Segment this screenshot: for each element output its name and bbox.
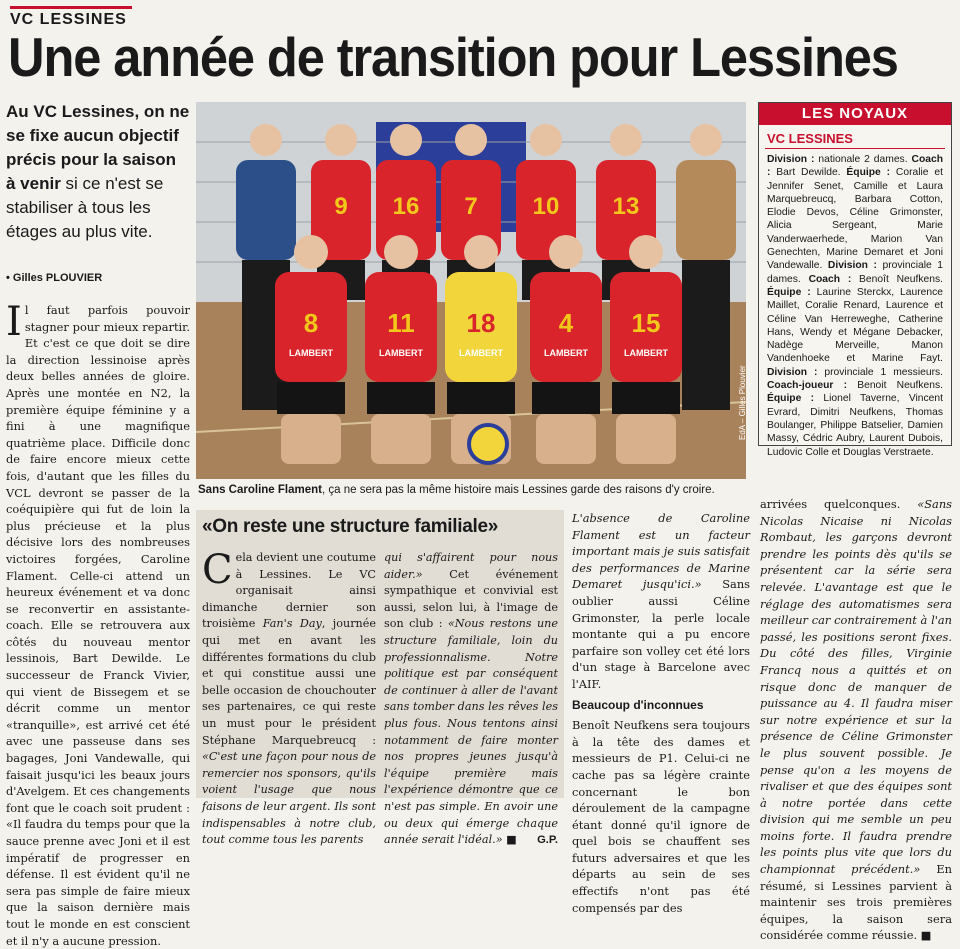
sponsor-logo: LAMBERT	[379, 348, 423, 358]
jersey-number: 15	[631, 308, 661, 338]
article-column-1	[6, 299, 190, 948]
team-photo	[196, 102, 746, 479]
jersey-number: 16	[392, 193, 420, 220]
jersey-number: 11	[387, 308, 415, 338]
dropcap: I	[6, 299, 22, 345]
article-text-4a: L'absence de Caroline Flament est un facteur important mais je suis satisfait des performances de Marine Demaret jusqu'ici.» Sans oublier aussi Céline Grimonster, la perle locale montante qui a pu encore parfaire son volley cet été lors d'un stage à Barcelone avec l'AIF.	[572, 511, 750, 691]
jersey-number: 8	[303, 308, 319, 338]
sponsor-logo: LAMBERT	[624, 348, 668, 358]
sidebar-column-1: Cela devient une coutume à Lessines. Le VC organisait ainsi dimanche dernier son troisième Fan's Day, journée qui met en avant les différentes formations du club et qui constitue aussi une belle occasion de chouchouter ses partenaires, ce qui reste un must pour le président Stéphane Marquebreucq : «C'est une façon pour nous de remercier nos sponsors, qu'ils voient l'usage que nous faisons de leur argent. Ils sont indispensables à notre club, tout comme tous les parents	[202, 547, 376, 847]
jersey-number: 10	[532, 193, 560, 220]
jersey-number: 7	[464, 193, 478, 220]
headline: Une année de transition pour Lessines	[8, 26, 898, 88]
photo-credit: EdA – Gilles Plouvier	[738, 365, 747, 440]
sidebar-title: «On reste une structure familiale»	[202, 516, 499, 537]
section-kicker: VC LESSINES	[10, 6, 132, 29]
jersey-number: 4	[558, 308, 574, 338]
roster-box-title: LES NOYAUX	[759, 103, 951, 125]
article-text-1: l faut parfois pouvoir stagner pour mieux repartir. Et c'est ce que doit se dire la direction lessinoise après deux belles années de gloire. Après une montée en N2, la première équipe féminine y a fini à une magnifique quatrième place. Difficile donc de faire encore mieux cette fois, d'autant que les filles du VCL devront se passer de la coéquipière qui fut de loin la plus précieuse et la plus décisive lors des nombreuses victoires forgées, Caroline Flament. Celle-ci attend un heureux événement et va donc se reconvertir en assistante-coach. Elle se retrouvera aux côtés du nouveau mentor lessinois, Bart Dewilde. Le successeur de Franck Vivier, qui vient de Bissegem et se décrit comme un mentor «tranquille», est arrivé cet été avec une passeuse dans ses bagages, Joni Vandewalle, qui faisait jusqu'ici les beaux jours d'Avelgem. Et ces changements font que le coach soit prudent : «Il faudra du temps pour que la sauce prenne avec Joni et il est impératif de progresser en défense. Il est évident qu'il ne sera pas simple de faire mieux que la saison dernière mais tout le monde en est conscient et il n'y a aucune pression.	[6, 303, 190, 948]
article-column-4	[572, 510, 750, 916]
roster-box	[758, 102, 952, 458]
sponsor-logo: LAMBERT	[289, 348, 333, 358]
roster-box-subtitle: VC LESSINES	[765, 125, 945, 149]
byline: • Gilles PLOUVIER	[6, 272, 103, 284]
lead-bold: Au VC Lessines, on ne se fixe aucun objectif précis pour la saison à venir	[6, 102, 190, 193]
caption-bold: Sans Caroline Flament	[198, 484, 322, 496]
team-photo-illustration	[196, 102, 746, 479]
sidebar-interview	[196, 510, 564, 847]
sponsor-logo: LAMBERT	[459, 348, 503, 358]
article-subhead: Beaucoup d'inconnues	[572, 697, 704, 712]
lead-paragraph	[6, 100, 190, 244]
coach-figure	[676, 124, 736, 410]
jersey-number: 9	[334, 193, 348, 220]
article-column-5: arrivées quelconques. «Sans Nicolas Nicaise ni Nicolas Rombaut, les garçons devront prendre les points dès qu'ils se présentent car la série sera relevée. L'avantage est que le réglage des automatismes sera meilleur car contrairement à l'an passé, les positions seront fixes. Du côté des filles, Virginie Francq nous a quittés et on risque donc de manquer de puissance au 4. Il faudra miser sur notre expérience et sur la présence de Céline Grimonster le plus souvent possible. Je pense qu'on a les moyens de rivaliser et que des équipes sont à notre portée dans cette division qui me semble un peu moins forte. Il faudra prendre les points plus vite que lors du championnat précédent.» En résumé, si Lessines parvient à maintenir ses trois premières équipes, la saison sera considérée comme réussie. ■	[760, 497, 952, 943]
volleyball	[469, 425, 507, 463]
article-text-4b: Benoît Neufkens sera toujours à la tête des dames et messieurs de P1. Celui-ci ne cache pas sa légère crainte concernant le bon déroulement de la campagne étant donné qu'il ignore de quel bois se chauffent ses futurs adversaires et que les départs au sein de ses effectifs n'ont pas été compensés par des	[572, 718, 750, 915]
jersey-number: 18	[466, 308, 496, 338]
roster-box-body: Division : nationale 2 dames. Coach : Bart Dewilde. Équipe : Coralie et Jennifer Senet, Camille et Laura Marquebreucq, Barbara Cotton, Elodie Devos, Céline Grimonster, Alicia Sergeant, Marie Vanderwaerhede, Marion Van Genechten, Marine Demaret et Joni Vandewalle. Division : provinciale 1 dames. Coach : Benoît Neufkens. Équipe : Laurine Sterckx, Laurence Maillet, Coralie Renard, Laurence et Céline Van Herreweghe, Catherine Hans, Wendy et Mégane Debacker, Nadège Merveille, Manon Vandenhoeke et Marine Fayt. Division : provinciale 1 messieurs. Coach-joueur : Benoit Neufkens. Équipe : Lionel Taverne, Vincent Evrard, Dimitri Neufkens, Thomas Boulanger, Philippe Batselier, Damien Massy, Cédric Aubry, Laurent Dubois, Ludovic Colle et Douglas Verstraete.	[767, 154, 944, 458]
sponsor-logo: LAMBERT	[544, 348, 588, 358]
lead-rest: si ce n'est se stabiliser à tous les étages au plus vite.	[6, 174, 164, 241]
sidebar-column-2: qui s'affairent pour nous aider.» Cet événement sympathique et convivial est aussi, selon lui, à l'image de son club : «Nous restons une structure familiale, loin du professionnalisme. Notre politique est par conséquent de continuer à aller de l'avant sans tomber dans les rêves les plus fous. Nous tentons ainsi notamment de faire monter nos propres jeunes jusqu'à l'équipe première mais l'expérience démontre que ce n'est pas simple. En avoir une ou deux qui émerge chaque année serait l'idéal.» ■ G.P.	[384, 551, 558, 847]
photo-caption	[198, 484, 746, 496]
caption-rest: , ça ne sera pas la même histoire mais Lessines garde des raisons d'y croire.	[321, 484, 715, 496]
jersey-number: 13	[612, 193, 640, 220]
